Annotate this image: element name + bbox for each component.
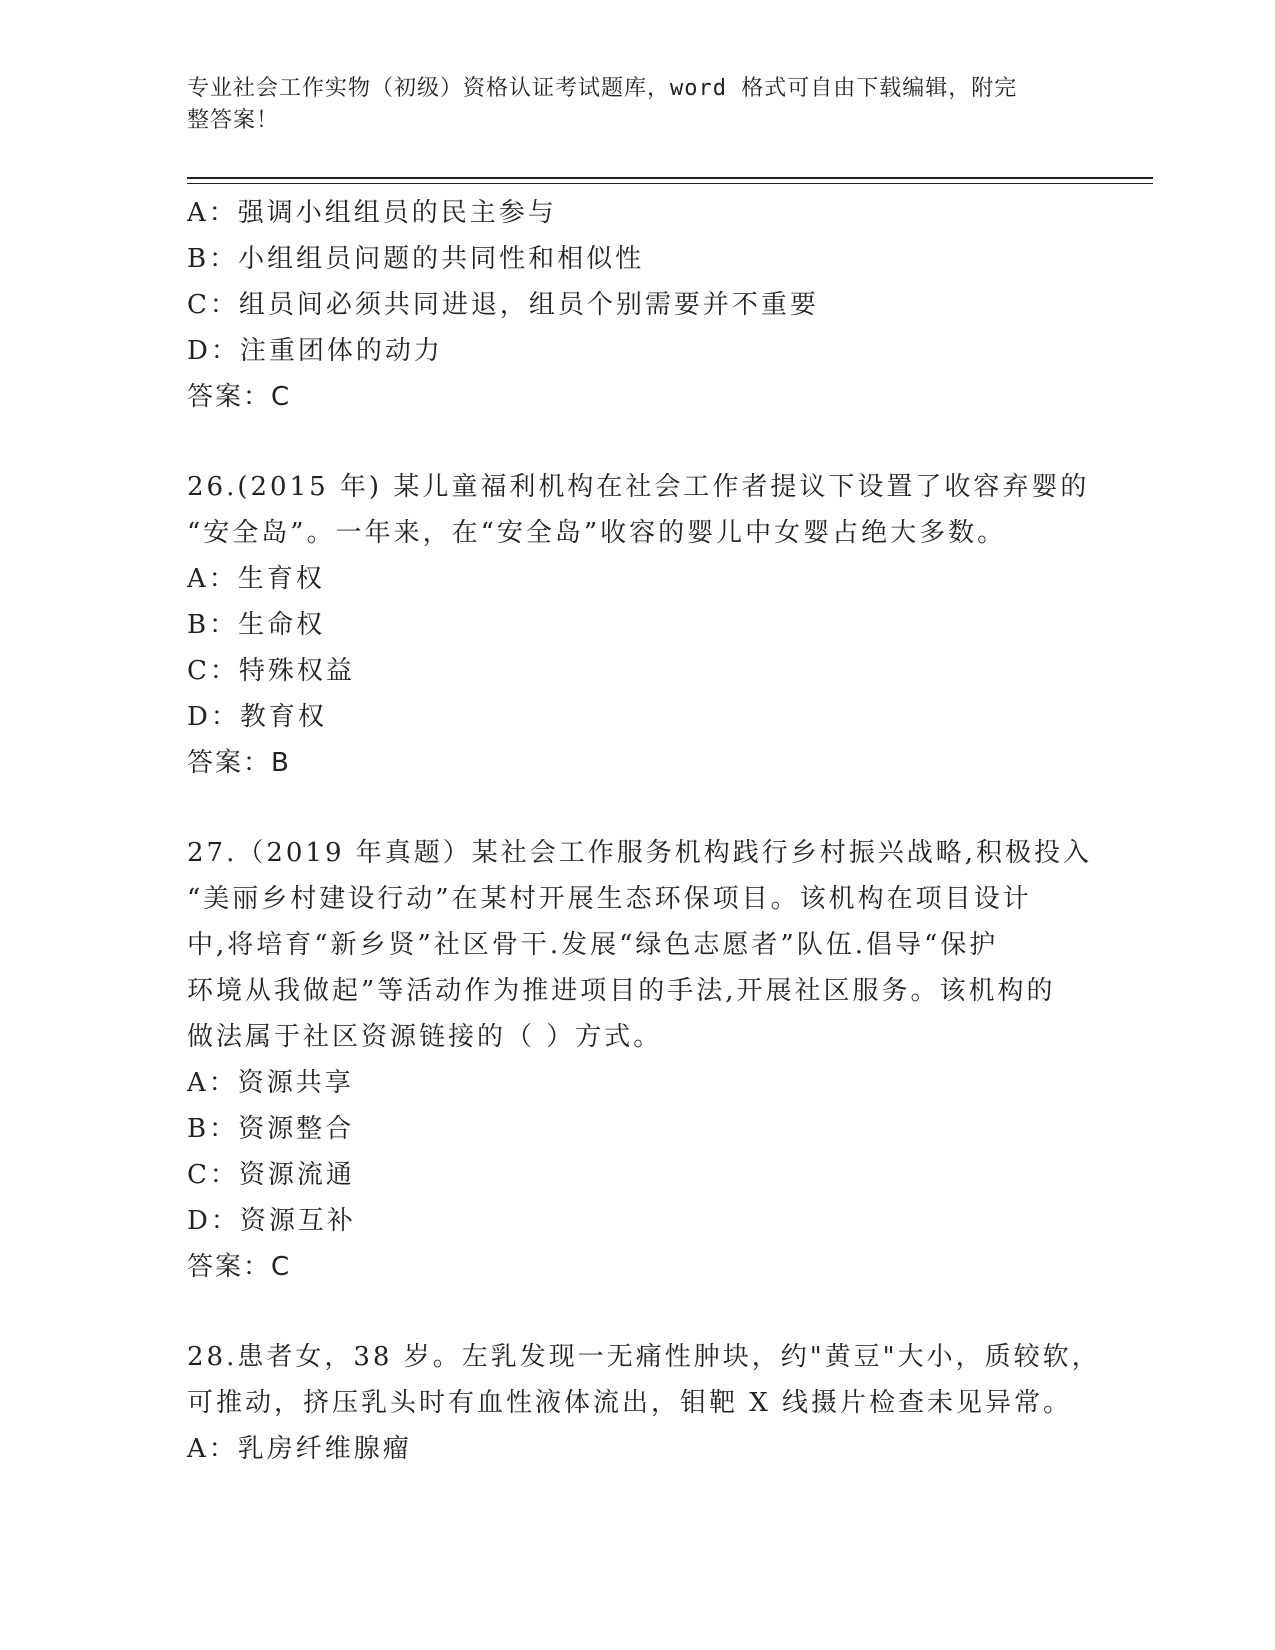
question-text-line: 可推动，挤压乳头时有血性液体流出，钼靶 X 线摄片检查未见异常。: [187, 1388, 1073, 1418]
option-c: C：组员间必须共同进退，组员个别需要并不重要: [187, 290, 819, 320]
header-divider-thin: [187, 183, 1153, 184]
question-text-line: “美丽乡村建设行动”在某村开展生态环保项目。该机构在项目设计: [187, 884, 1032, 914]
question-text-line: 27.（2019 年真题）某社会工作服务机构践行乡村振兴战略,积极投入: [187, 838, 1093, 868]
header-line-1: 专业社会工作实物（初级）资格认证考试题库，word 格式可自由下载编辑，附完: [187, 76, 1018, 101]
answer-line: 答案：B: [187, 748, 291, 778]
option-c: C：资源流通: [187, 1160, 355, 1190]
question-25-continued: [187, 190, 1087, 420]
option-c: C：特殊权益: [187, 656, 355, 686]
question-text-line: “安全岛”。一年来，在“安全岛”收容的婴儿中女婴占绝大多数。: [187, 518, 1007, 548]
question-text-line: 中,将培育“新乡贤”社区骨干.发展“绿色志愿者”队伍.倡导“保护: [187, 930, 999, 960]
option-d: D：资源互补: [187, 1206, 356, 1236]
option-a: A：资源共享: [187, 1068, 354, 1098]
option-a: A：生育权: [187, 564, 325, 594]
spacer: [187, 420, 1087, 464]
option-b: B：生命权: [187, 610, 326, 640]
option-d: D：教育权: [187, 702, 327, 732]
option-a: A：强调小组组员的民主参与: [187, 198, 557, 228]
header-divider-thick: [187, 177, 1153, 179]
question-text-line: 环境从我做起”等活动作为推进项目的手法,开展社区服务。该机构的: [187, 976, 1056, 1006]
question-text-line: 做法属于社区资源链接的（ ）方式。: [187, 1022, 663, 1052]
option-b: B：资源整合: [187, 1114, 355, 1144]
option-d: D：注重团体的动力: [187, 336, 443, 366]
header-line-2: 整答案！: [187, 108, 280, 133]
question-28: [187, 1334, 1101, 1472]
answer-line: 答案：C: [187, 1252, 292, 1282]
question-list: [187, 190, 1101, 1472]
option-b: B：小组组员问题的共同性和相似性: [187, 244, 645, 274]
question-text-line: 26.(2015 年) 某儿童福利机构在社会工作者提议下设置了收容弃婴的: [187, 472, 1090, 502]
page-header: [187, 73, 1067, 137]
answer-line: 答案：C: [187, 382, 292, 412]
question-27: [187, 830, 1093, 1290]
spacer: [187, 786, 1087, 830]
question-26: [187, 464, 1090, 786]
question-text-line: 28.患者女，38 岁。左乳发现一无痛性肿块，约"黄豆"大小，质较软，: [187, 1342, 1101, 1372]
spacer: [187, 1290, 1087, 1334]
option-a: A：乳房纤维腺瘤: [187, 1434, 412, 1464]
